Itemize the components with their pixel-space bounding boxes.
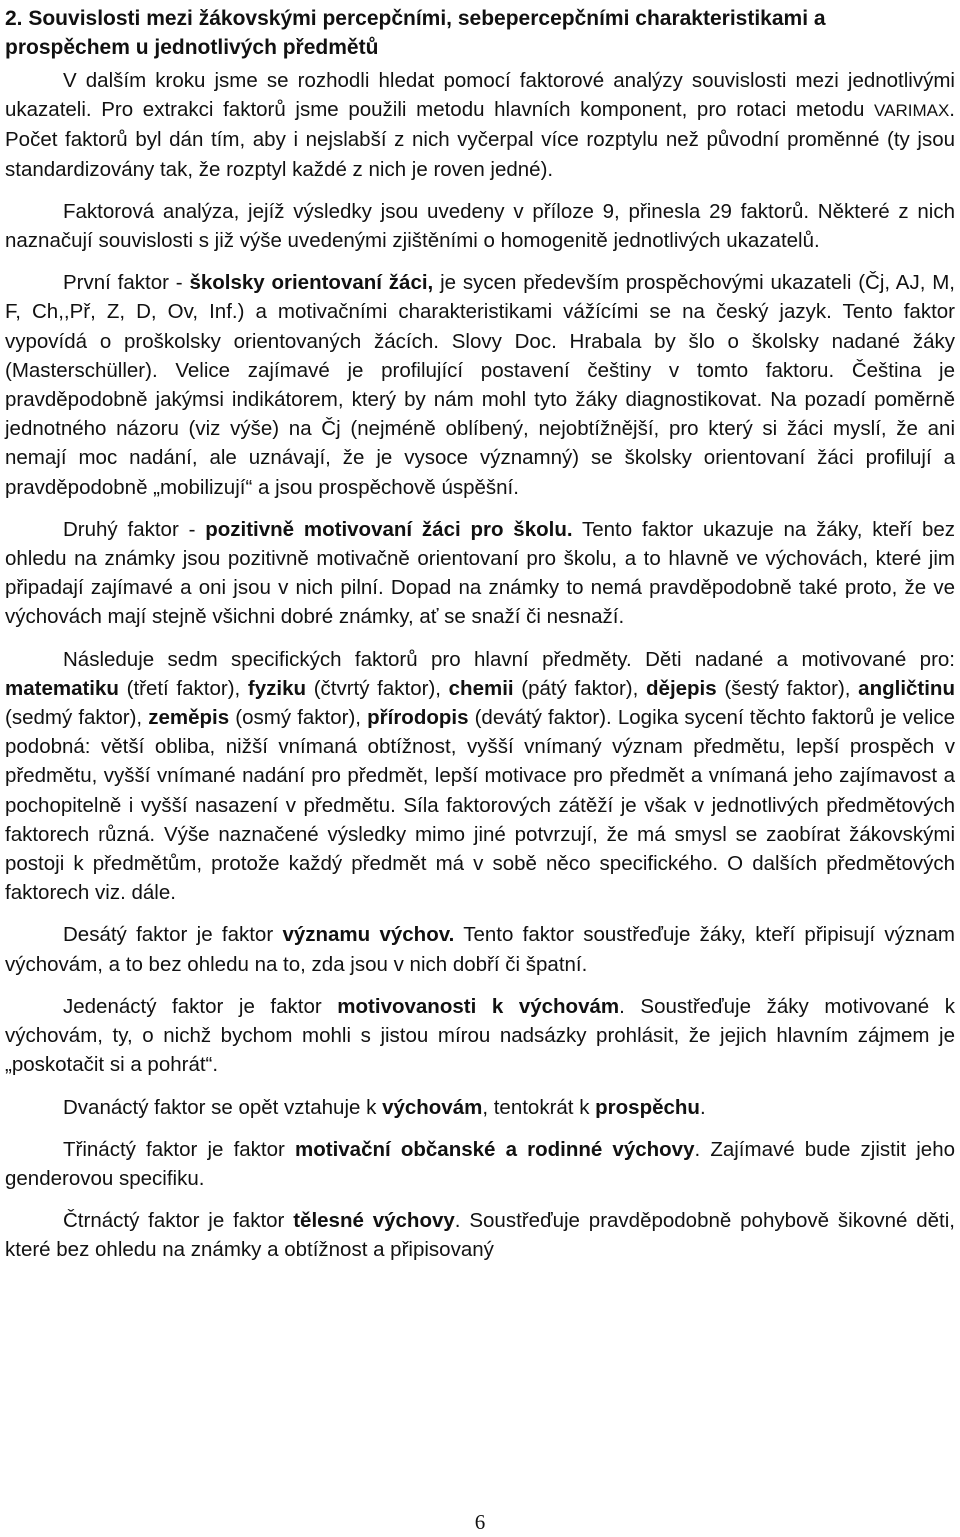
- subject-geography: zeměpis: [148, 706, 230, 730]
- factor-12-term-2: prospěchu: [595, 1095, 700, 1119]
- paragraph-5-text: (osmý faktor),: [229, 706, 368, 730]
- paragraph-4-text-c: Tento faktor ukazuje na žáky, kteří bez ohledu na známky jsou pozitivně motivačně orientovaní pro školu, a to hlavně ve výchovách, které jim připadají zajímavé a oni jsou v nich pilní. Dopad na známky to nemá pravděpodobně také proto, že ve výchovách mají stejně všichni dobré známky, ať se snaží či nesnaží.: [5, 517, 956, 629]
- paragraph-10-text-a: Čtrnáctý faktor je faktor: [63, 1209, 294, 1233]
- paragraph-8-text-a: Dvanáctý faktor se opět vztahuje k: [63, 1095, 383, 1119]
- subject-history: dějepis: [646, 676, 717, 700]
- paragraph-10: [5, 1206, 955, 1264]
- subject-biology: přírodopis: [367, 706, 469, 730]
- factor-2-name: pozitivně motivovaní žáci pro školu.: [205, 517, 573, 541]
- paragraph-9-text-a: Třináctý faktor je faktor: [63, 1137, 295, 1161]
- paragraph-8-text: .: [699, 1095, 706, 1119]
- paragraph-5-text: (sedmý faktor),: [5, 706, 149, 730]
- paragraph-2: Faktorová analýza, jejíž výsledky jsou uvedeny v příloze 9, přinesla 29 faktorů. Některé z nich naznačují souvislosti s již výše uvedenými zjištěními o homogenitě jednotlivých ukazatelů.: [5, 199, 955, 253]
- subject-english: angličtinu: [858, 676, 955, 700]
- paragraph-5-text: (devátý faktor). Logika sycení těchto faktorů je velice podobná: větší obliba, nižší vnímaná obtížnost, vyšší vnímaný význam předmětu, lepší prospěch v předmětu, vyšší vnímané nadání pro předmět, lepší motivace pro předmět a vnímaná jeho zajímavost a pochopitelně i vyšší nasazení v předmětu. Síla faktorových zátěží je však v jednotlivých předmětových faktorech různá. Výše naznačené výsledky mimo jiné potvrzují, že má smysl se zaobírat žákovskými postoji k předmětům, protože každý předmět má v sobě něco specifického. O dalších předmětových faktorech viz. dále.: [5, 706, 956, 905]
- paragraph-6: [5, 920, 955, 978]
- paragraph-7-text-a: Jedenáctý faktor je faktor: [63, 994, 338, 1018]
- paragraph-5-text: (čtvrtý faktor),: [306, 676, 449, 700]
- paragraph-5-text: (šestý faktor),: [716, 676, 859, 700]
- paragraph-3-text-c: je sycen především prospěchovými ukazateli (Čj, AJ, M, F, Ch,,Př, Z, D, Ov, Inf.) a motivačními charakteristikami vážícími se na český jazyk. Tento faktor vypovídá o proškolsky orientovaných žácích. Slovy Doc. Hrabala by šlo o školsky nadané žáky (Masterschüller). Velice zajímavé je profilující postavení češtiny v tomto faktoru. Čeština je pravděpodobně jakýmsi indikátorem, který by nám mohl tyto žáky diagnostikovat. Na pozadí poměrně jednotného názoru (viz výše) na Čj (nejméně oblíbený, nejobtížnější, pro který si žáci myslí, že ani nemají moc nadání, ale uznávají, že je vysoce významný) se školsky orientovaní žáci profilují a pravděpodobně „mobilizují“ a jsou prospěchově úspěšní.: [5, 271, 955, 499]
- varimax-term: VARIMAX: [874, 101, 950, 121]
- factor-11-name: motivovanosti k výchovám: [337, 994, 620, 1018]
- factor-13-name: motivační občanské a rodinné výchovy: [295, 1137, 695, 1161]
- paragraph-3: [5, 268, 955, 502]
- paragraph-7-text-c: . Soustřeďuje žáky motivované k výchovám, ty, o nichž bychom mohli s jistou mírou nadsázky prohlásit, že jejich hlavním zájmem je „poskotačit si a pohrát“.: [5, 994, 956, 1077]
- paragraph-8-text: , tentokrát k: [482, 1095, 596, 1119]
- paragraph-10-text-c: . Soustřeďuje pravděpodobně pohybově šikovné děti, které bez ohledu na známky a obtížnost a připisovaný: [5, 1209, 956, 1262]
- paragraph-4: [5, 515, 955, 632]
- paragraph-1-text-c: . Počet faktorů byl dán tím, aby i nejslabší z nich vyčerpal více rozptylu než původní proměnné (ty jsou standardizovány tak, že rozptyl každé z nich je roven jedné).: [5, 98, 955, 181]
- paragraph-1-text-a: V dalším kroku jsme se rozhodli hledat pomocí faktorové analýzy souvislosti mezi jednotlivými ukazateli. Pro extrakci faktorů jsme použili metodu hlavních komponent, pro rotaci metodu: [5, 69, 955, 122]
- document-page: [5, 0, 955, 1265]
- paragraph-1: [5, 66, 955, 184]
- page-number: 6: [474, 1510, 486, 1534]
- paragraph-8: [5, 1093, 955, 1122]
- subject-physics: fyziku: [247, 676, 307, 700]
- paragraph-6-text-a: Desátý faktor je faktor: [63, 923, 283, 947]
- paragraph-6-text-c: Tento faktor soustřeďuje žáky, kteří připisují význam výchovám, a to bez ohledu na to, zda jsou v nich dobří či špatní.: [5, 923, 955, 976]
- paragraph-5-text: (pátý faktor),: [513, 676, 647, 700]
- paragraph-9: [5, 1135, 955, 1193]
- paragraph-3-text-a: První faktor -: [63, 271, 190, 295]
- factor-12-term-1: výchovám: [382, 1095, 483, 1119]
- factor-14-name: tělesné výchovy: [293, 1209, 455, 1233]
- paragraph-5: [5, 645, 955, 908]
- paragraph-4-text-a: Druhý faktor -: [63, 517, 206, 541]
- section-heading: 2. Souvislosti mezi žákovskými percepčními, sebepercepčními charakteristikami a prospěchem u jednotlivých předmětů: [5, 7, 826, 59]
- paragraph-9-text-c: . Zajímavé bude zjistit jeho genderovou specifiku.: [5, 1137, 955, 1190]
- paragraph-7: [5, 992, 955, 1080]
- paragraph-5-text: (třetí faktor),: [118, 676, 248, 700]
- factor-1-name: školsky orientovaní žáci,: [189, 271, 434, 295]
- subject-chemistry: chemii: [448, 676, 514, 700]
- paragraph-5-text-a: Následuje sedm specifických faktorů pro hlavní předměty. Děti nadané a motivované pro:: [63, 647, 955, 671]
- subject-math: matematiku: [5, 676, 119, 700]
- factor-10-name: významu výchov.: [282, 923, 455, 947]
